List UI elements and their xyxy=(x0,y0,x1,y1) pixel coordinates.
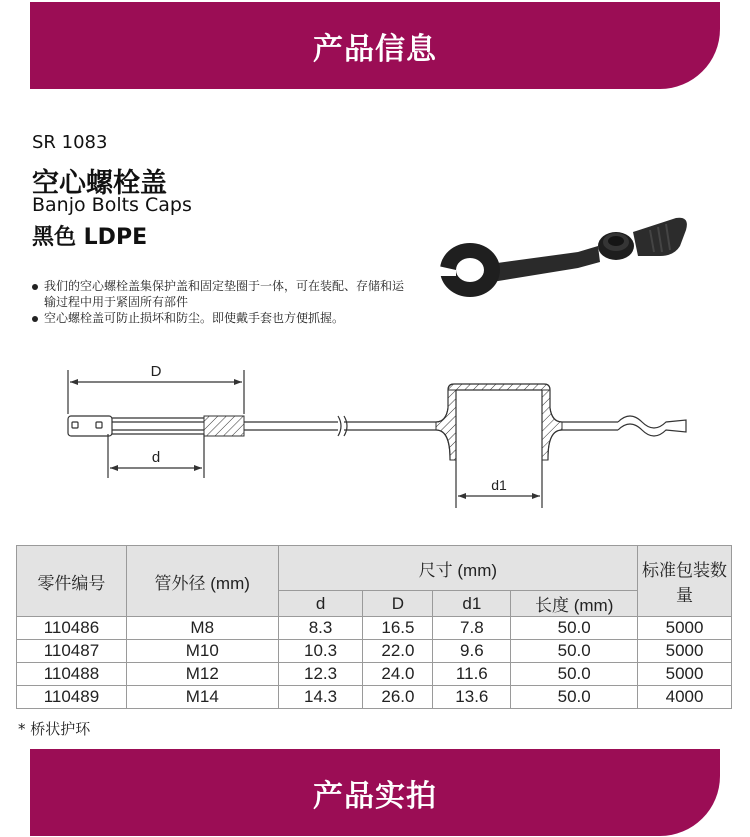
feature-list xyxy=(32,278,412,326)
footer-banner xyxy=(30,749,720,836)
product-material: 黑色 LDPE xyxy=(32,225,148,250)
cell-pipe-od: M14 xyxy=(126,686,278,709)
cell-d1: 7.8 xyxy=(433,617,511,640)
header-length: 长度 (mm) xyxy=(511,591,638,617)
table-row xyxy=(17,663,732,686)
product-photo xyxy=(428,212,693,302)
cell-D: 24.0 xyxy=(363,663,433,686)
header-banner xyxy=(30,2,720,89)
spec-table xyxy=(16,545,732,709)
cell-d1: 13.6 xyxy=(433,686,511,709)
table-row xyxy=(17,640,732,663)
cell-length: 50.0 xyxy=(511,617,638,640)
technical-drawing xyxy=(38,358,698,508)
cell-std-pack: 4000 xyxy=(638,686,732,709)
table-row xyxy=(17,686,732,709)
cell-d: 12.3 xyxy=(278,663,363,686)
footnote: * 桥状护环 xyxy=(18,720,91,738)
cell-length: 50.0 xyxy=(511,686,638,709)
header-d: d xyxy=(278,591,363,617)
cell-d: 10.3 xyxy=(278,640,363,663)
cell-d: 8.3 xyxy=(278,617,363,640)
cell-length: 50.0 xyxy=(511,640,638,663)
product-code: SR 1083 xyxy=(32,132,108,153)
cell-pipe-od: M10 xyxy=(126,640,278,663)
cell-d1: 9.6 xyxy=(433,640,511,663)
product-name-en: Banjo Bolts Caps xyxy=(32,194,192,216)
cell-d1: 11.6 xyxy=(433,663,511,686)
feature-item xyxy=(32,310,412,326)
cell-part-no: 110489 xyxy=(17,686,127,709)
header-d1: d1 xyxy=(433,591,511,617)
dim-label-d: d xyxy=(151,449,161,466)
footer-title: 产品实拍 xyxy=(313,778,437,814)
header-dimensions: 尺寸 (mm) xyxy=(278,546,637,591)
cell-length: 50.0 xyxy=(511,663,638,686)
table-row xyxy=(17,617,732,640)
cell-pipe-od: M12 xyxy=(126,663,278,686)
cell-D: 16.5 xyxy=(363,617,433,640)
header-std-pack: 标准包装数量 xyxy=(638,546,732,617)
feature-text: 我们的空心螺栓盖集保护盖和固定垫圈于一体，可在装配、存储和运输过程中用于紧固所有部件 xyxy=(44,279,405,309)
feature-item xyxy=(32,278,412,310)
dim-label-d1: d1 xyxy=(491,477,507,493)
cell-pipe-od: M8 xyxy=(126,617,278,640)
header-pipe-od: 管外径 (mm) xyxy=(126,546,278,617)
feature-text: 空心螺栓盖可防止损坏和防尘。即使戴手套也方便抓握。 xyxy=(44,311,345,325)
product-name-zh: 空心螺栓盖 xyxy=(32,168,167,199)
bullet-icon xyxy=(32,278,44,310)
header-part-no: 零件编号 xyxy=(17,546,127,617)
bullet-icon xyxy=(32,310,44,326)
cell-part-no: 110487 xyxy=(17,640,127,663)
header-title: 产品信息 xyxy=(313,31,437,67)
cell-std-pack: 5000 xyxy=(638,640,732,663)
cell-D: 26.0 xyxy=(363,686,433,709)
cell-std-pack: 5000 xyxy=(638,663,732,686)
cell-part-no: 110488 xyxy=(17,663,127,686)
dim-label-D: D xyxy=(150,363,162,380)
cell-part-no: 110486 xyxy=(17,617,127,640)
cell-d: 14.3 xyxy=(278,686,363,709)
cell-std-pack: 5000 xyxy=(638,617,732,640)
header-D: D xyxy=(363,591,433,617)
cell-D: 22.0 xyxy=(363,640,433,663)
